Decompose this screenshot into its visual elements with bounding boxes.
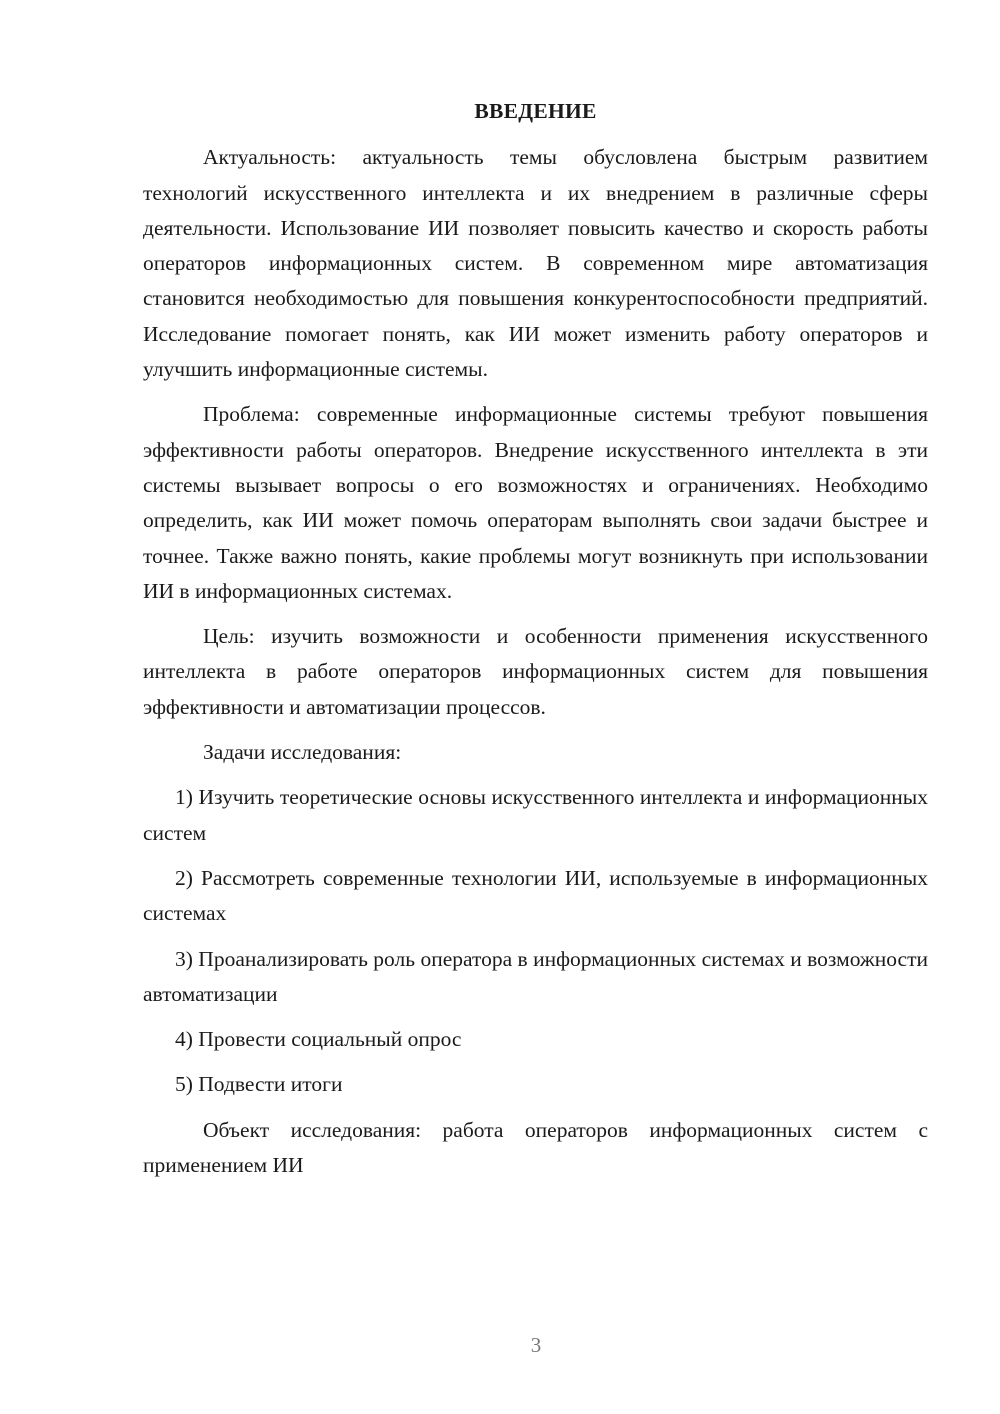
list-item-task-1: 1) Изучить теоретические основы искусственного интеллекта и информационных систем xyxy=(143,785,928,845)
list-item-task-3: 3) Проанализировать роль оператора в информационных системах и возможности автоматизации xyxy=(143,946,928,1006)
list-item-task-4: 4) Провести социальный опрос xyxy=(175,1027,462,1052)
list-item-task-2: 2) Рассмотреть современные технологии ИИ, используемые в информационных системах xyxy=(143,865,928,926)
page-number: 3 xyxy=(530,1333,542,1357)
paragraph-goal: Цель: изучить возможности и особенности применения искусственного интеллекта в работе операторов информационных систем для повышения эффективности и автоматизации процессов. xyxy=(143,624,928,719)
page-content xyxy=(143,94,928,1193)
tasks-heading: Задачи исследования: xyxy=(203,740,402,765)
paragraph-object: Объект исследования: работа операторов информационных систем с применением ИИ xyxy=(143,1117,928,1178)
paragraph-problem: Проблема: современные информационные системы требуют повышения эффективности работы операторов. Внедрение искусственного интеллекта в эти системы вызывает вопросы о его возможностях и ограничениях. Необходимо определить, как ИИ может помочь операторам выполнять свои задачи быстрее и точнее. Также важно понять, какие проблемы могут возникнуть при использовании ИИ в информационных системах. xyxy=(143,402,928,603)
paragraph-relevance: Актуальность: актуальность темы обусловлена быстрым развитием технологий искусственного интеллекта и их внедрением в различные сферы деятельности. Использование ИИ позволяет повысить качество и скорость работы операторов информационных систем. В современном мире автоматизация становится необходимостью для повышения конкурентоспособности предприятий. Исследование помогает понять, как ИИ может изменить работу операторов и улучшить информационные системы. xyxy=(143,145,928,382)
list-item-task-5: 5) Подвести итоги xyxy=(175,1072,343,1097)
section-title: ВВЕДЕНИЕ xyxy=(474,99,597,123)
